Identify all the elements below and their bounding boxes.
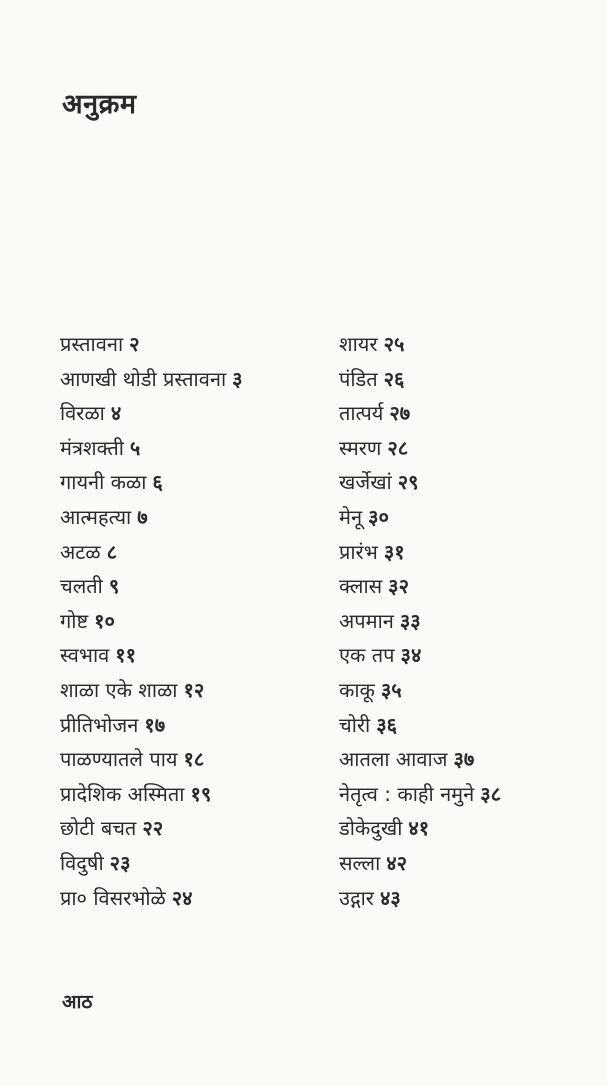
toc-entry: [339, 777, 589, 812]
toc-entry-page-number: २३: [109, 850, 131, 875]
toc-entry: [60, 673, 330, 708]
toc-entry-page-number: ३६: [376, 712, 398, 737]
toc-entry-page-number: ५: [129, 435, 141, 460]
toc-entry: [339, 742, 589, 777]
toc-entry-title: एक तप: [339, 643, 395, 668]
toc-entry-title: काकू: [339, 677, 375, 702]
toc-right-column: [339, 327, 589, 915]
toc-entry: [339, 881, 589, 916]
toc-entry-page-number: ८: [106, 539, 117, 564]
toc-entry: [339, 535, 589, 570]
toc-entry-title: विदुषी: [60, 850, 104, 875]
toc-entry-page-number: २८: [387, 435, 409, 460]
toc-entry-title: मेनू: [339, 504, 363, 529]
toc-entry-page-number: ६: [152, 470, 163, 495]
toc-entry: [339, 846, 589, 881]
toc-entry: [339, 811, 589, 846]
toc-entry-page-number: २६: [383, 366, 405, 391]
toc-entry-page-number: ७: [137, 504, 148, 529]
toc-entry-title: गोष्ट: [60, 608, 89, 633]
toc-entry: [60, 327, 330, 362]
toc-entry: [339, 673, 589, 708]
toc-entry: [339, 638, 589, 673]
toc-entry: [60, 431, 330, 466]
toc-entry-page-number: ३७: [453, 747, 475, 772]
toc-entry: [60, 742, 330, 777]
toc-entry-page-number: २२: [142, 816, 164, 841]
toc-entry-page-number: ३२: [388, 574, 409, 599]
toc-entry: [60, 535, 330, 570]
toc-entry-title: प्रादेशिक अस्मिता: [60, 781, 185, 806]
toc-entry: [339, 708, 589, 743]
toc-entry-title: स्मरण: [339, 435, 382, 460]
toc-entry: [339, 431, 589, 466]
toc-entry-title: चलती: [60, 574, 103, 599]
toc-entry-page-number: ४२: [386, 850, 408, 875]
toc-entry-title: डोकेदुखी: [339, 816, 403, 841]
toc-entry: [60, 708, 330, 743]
toc-entry: [60, 881, 330, 916]
toc-entry-title: तात्पर्य: [339, 401, 384, 426]
toc-entry-title: प्रारंभ: [339, 539, 378, 564]
toc-entry: [60, 396, 330, 431]
toc-entry: [339, 327, 589, 362]
toc-entry-title: गायनी कळा: [60, 470, 147, 495]
toc-entry: [339, 569, 589, 604]
toc-entry-title: खर्जेखां: [339, 470, 392, 495]
toc-entry-title: आतला आवाज: [339, 747, 448, 772]
toc-entry: [60, 362, 330, 397]
toc-entry-title: चोरी: [339, 712, 371, 737]
toc-entry: [339, 500, 589, 535]
toc-entry-title: मंत्रशक्ती: [60, 435, 124, 460]
toc-entry: [60, 638, 330, 673]
toc-entry-page-number: ३०: [368, 504, 389, 529]
toc-entry-title: प्रीतिभोजन: [60, 712, 139, 737]
toc-entry: [60, 811, 330, 846]
toc-entry-title: क्लास: [339, 574, 383, 599]
toc-entry-title: अटळ: [60, 539, 101, 564]
toc-entry: [60, 604, 330, 639]
toc-entry-title: प्रा० विसरभोळे: [60, 885, 166, 910]
toc-entry-page-number: १८: [183, 747, 205, 772]
toc-entry-page-number: ३४: [400, 643, 422, 668]
toc-entry: [60, 465, 330, 500]
toc-entry-page-number: ४३: [379, 885, 401, 910]
toc-entry-page-number: २७: [389, 401, 411, 426]
toc-entry-page-number: २५: [383, 332, 405, 356]
toc-left-column: [60, 327, 330, 915]
page-folio: आठ: [62, 991, 93, 1013]
toc-entry-page-number: २९: [397, 470, 419, 495]
toc-entry-page-number: ९: [108, 574, 120, 599]
toc-entry-page-number: ३: [232, 366, 243, 391]
toc-entry-page-number: १०: [94, 608, 115, 633]
toc-entry-title: नेतृत्व : काही नमुने: [339, 781, 475, 806]
toc-entry-title: स्वभाव: [60, 643, 110, 668]
toc-entry: [339, 465, 589, 500]
toc-entry-page-number: १२: [183, 677, 205, 702]
toc-entry-title: अपमान: [339, 608, 394, 633]
toc-entry: [60, 846, 330, 881]
toc-entry-title: शायर: [339, 332, 378, 356]
toc-entry-page-number: ३१: [383, 539, 405, 564]
toc-entry-page-number: ४: [110, 401, 122, 426]
toc-entry: [339, 362, 589, 397]
page-title: अनुक्रम: [62, 89, 137, 120]
toc-entry-page-number: २४: [171, 885, 193, 910]
toc-entry-page-number: ११: [115, 643, 137, 668]
toc-entry-title: पंडित: [339, 366, 378, 391]
toc-entry-page-number: ३५: [380, 677, 402, 702]
toc-entry-title: शाळा एके शाळा: [60, 677, 178, 702]
toc-entry-title: प्रस्तावना: [60, 332, 124, 356]
toc-entry-page-number: १७: [144, 712, 166, 737]
toc-entry-title: आणखी थोडी प्रस्तावना: [60, 366, 227, 391]
toc-entry: [60, 500, 330, 535]
toc-entry: [339, 604, 589, 639]
toc-entry: [339, 396, 589, 431]
toc-entry-title: पाळण्यातले पाय: [60, 747, 178, 772]
toc-entry-page-number: ४१: [408, 816, 430, 841]
toc-entry: [60, 569, 330, 604]
toc-entry-title: उद्गार: [339, 885, 374, 910]
toc-entry-page-number: १९: [190, 781, 212, 806]
toc-entry-title: विरळा: [60, 401, 105, 426]
toc-entry-title: छोटी बचत: [60, 816, 137, 841]
toc-entry-title: आत्महत्या: [60, 504, 132, 529]
toc-entry-page-number: ३३: [399, 608, 421, 633]
toc-entry: [60, 777, 330, 812]
toc-entry-title: सल्ला: [339, 850, 381, 875]
toc-entry-page-number: ३८: [480, 781, 502, 806]
toc-entry-page-number: २: [129, 332, 140, 356]
